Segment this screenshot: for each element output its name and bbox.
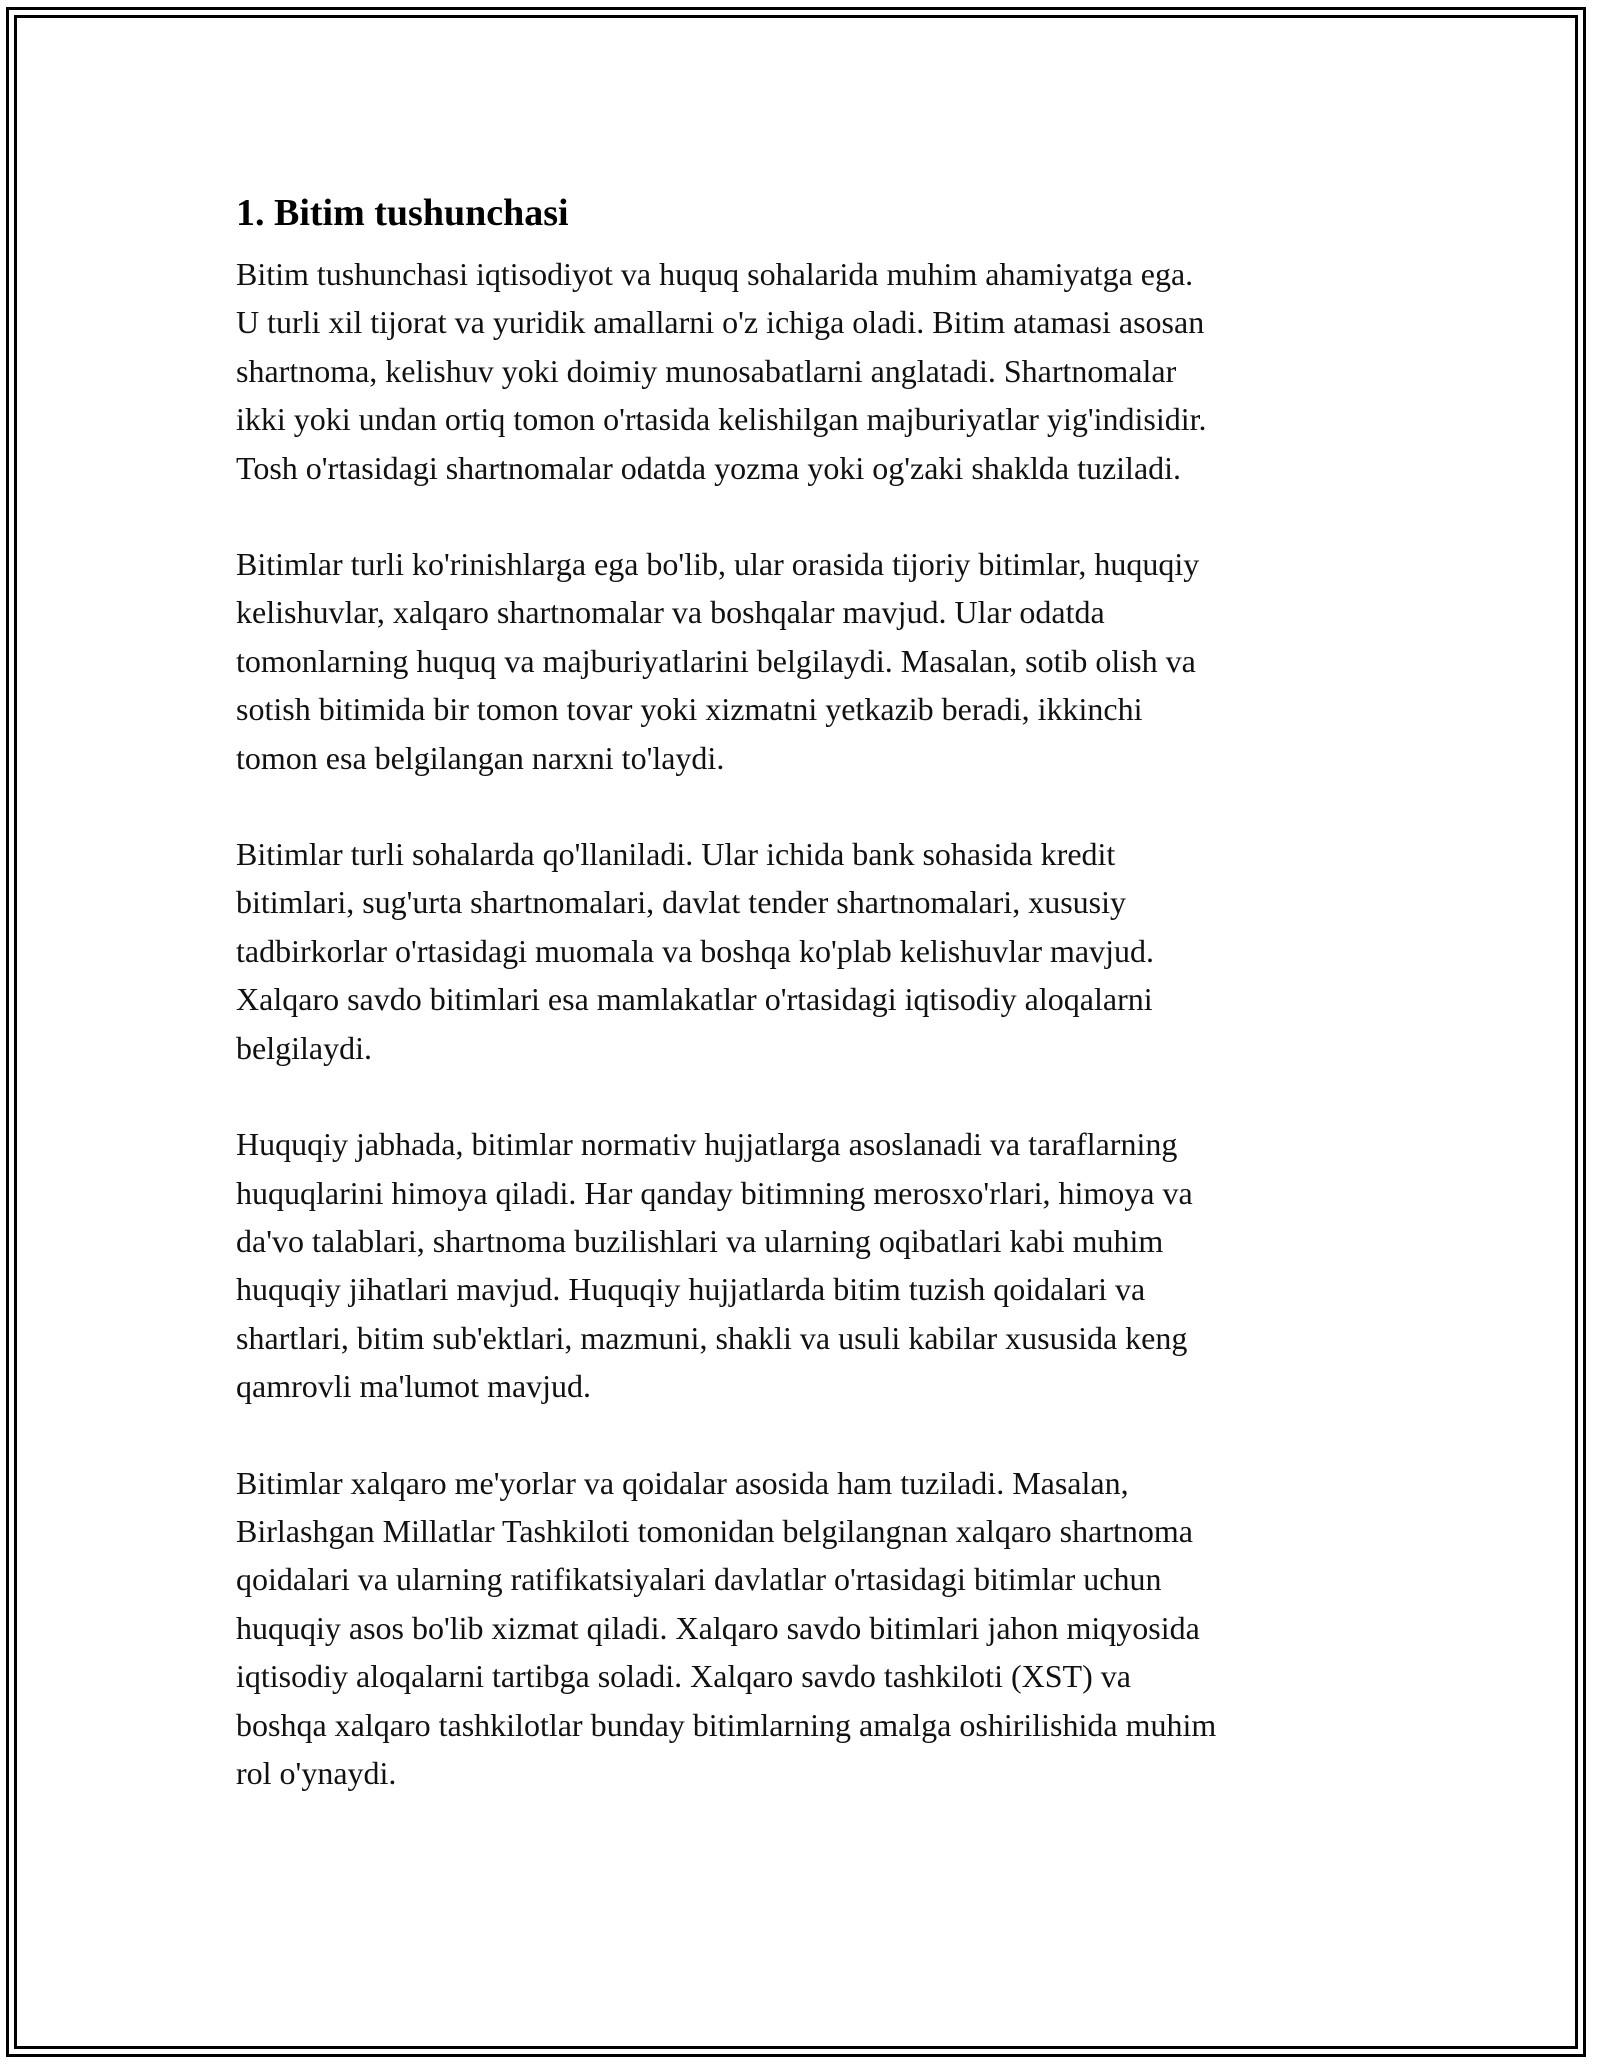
paragraph-3: Bitimlar turli sohalarda qo'llaniladi. Ular ichida bank sohasida kredit bitimlari, sug'urta shartnomalari, davlat tender shartnomalari, xususiy tadbirkorlar o'rtasidagi muomala va boshqa ko'plab kelishuvlar mavjud. Xalqaro savdo bitimlari esa mamlakatlar o'rtasidagi iqtisodiy aloqalarni belgilaydi. xyxy=(236,836,1154,1066)
document-body xyxy=(236,186,1376,1845)
paragraph-2: Bitimlar turli ko'rinishlarga ega bo'lib, ular orasida tijoriy bitimlar, huquqiy kelishuvlar, xalqaro shartnomalar va boshqalar mavjud. Ular odatda tomonlarning huquq va majburiyatlarini belgilaydi. Masalan, sotib olish va sotish bitimida bir tomon tovar yoki xizmatni yetkazib beradi, ikkinchi tomon esa belgilangan narxni to'laydi. xyxy=(236,546,1200,776)
paragraph-4: Huquqiy jabhada, bitimlar normativ hujjatlarga asoslanadi va taraflarning huquqlarini himoya qiladi. Har qanday bitimning merosxo'rlari, himoya va da'vo talablari, shartnoma buzilishlari va ularning oqibatlari kabi muhim huquqiy jihatlari mavjud. Huquqiy hujjatlarda bitim tuzish qoidalari va shartlari, bitim sub'ektlari, mazmuni, shakli va usuli kabilar xususida keng qamrovli ma'lumot mavjud. xyxy=(236,1126,1193,1405)
paragraph-1: Bitim tushunchasi iqtisodiyot va huquq sohalarida muhim ahamiyatga ega. U turli xil tijorat va yuridik amallarni o'z ichiga oladi. Bitim atamasi asosan shartnoma, kelishuv yoki doimiy munosabatlarni anglatadi. Shartnomalar ikki yoki undan ortiq tomon o'rtasida kelishilgan majburiyatlar yig'indisidir. Tosh o'rtasidagi shartnomalar odatda yozma yoki og'zaki shaklda tuziladi. xyxy=(236,256,1207,486)
section-heading: 1. Bitim tushunchasi xyxy=(236,192,569,234)
paragraph-5: Bitimlar xalqaro me'yorlar va qoidalar asosida ham tuziladi. Masalan, Birlashgan Millatlar Tashkiloti tomonidan belgilangnan xalqaro shartnoma qoidalari va ularning ratifikatsiyalari davlatlar o'rtasidagi bitimlar uchun huquqiy asos bo'lib xizmat qiladi. Xalqaro savdo bitimlari jahon miqyosida iqtisodiy aloqalarni tartibga soladi. Xalqaro savdo tashkiloti (XST) va boshqa xalqaro tashkilotlar bunday bitimlarning amalga oshirilishida muhim rol o'ynaydi. xyxy=(236,1464,1217,1791)
